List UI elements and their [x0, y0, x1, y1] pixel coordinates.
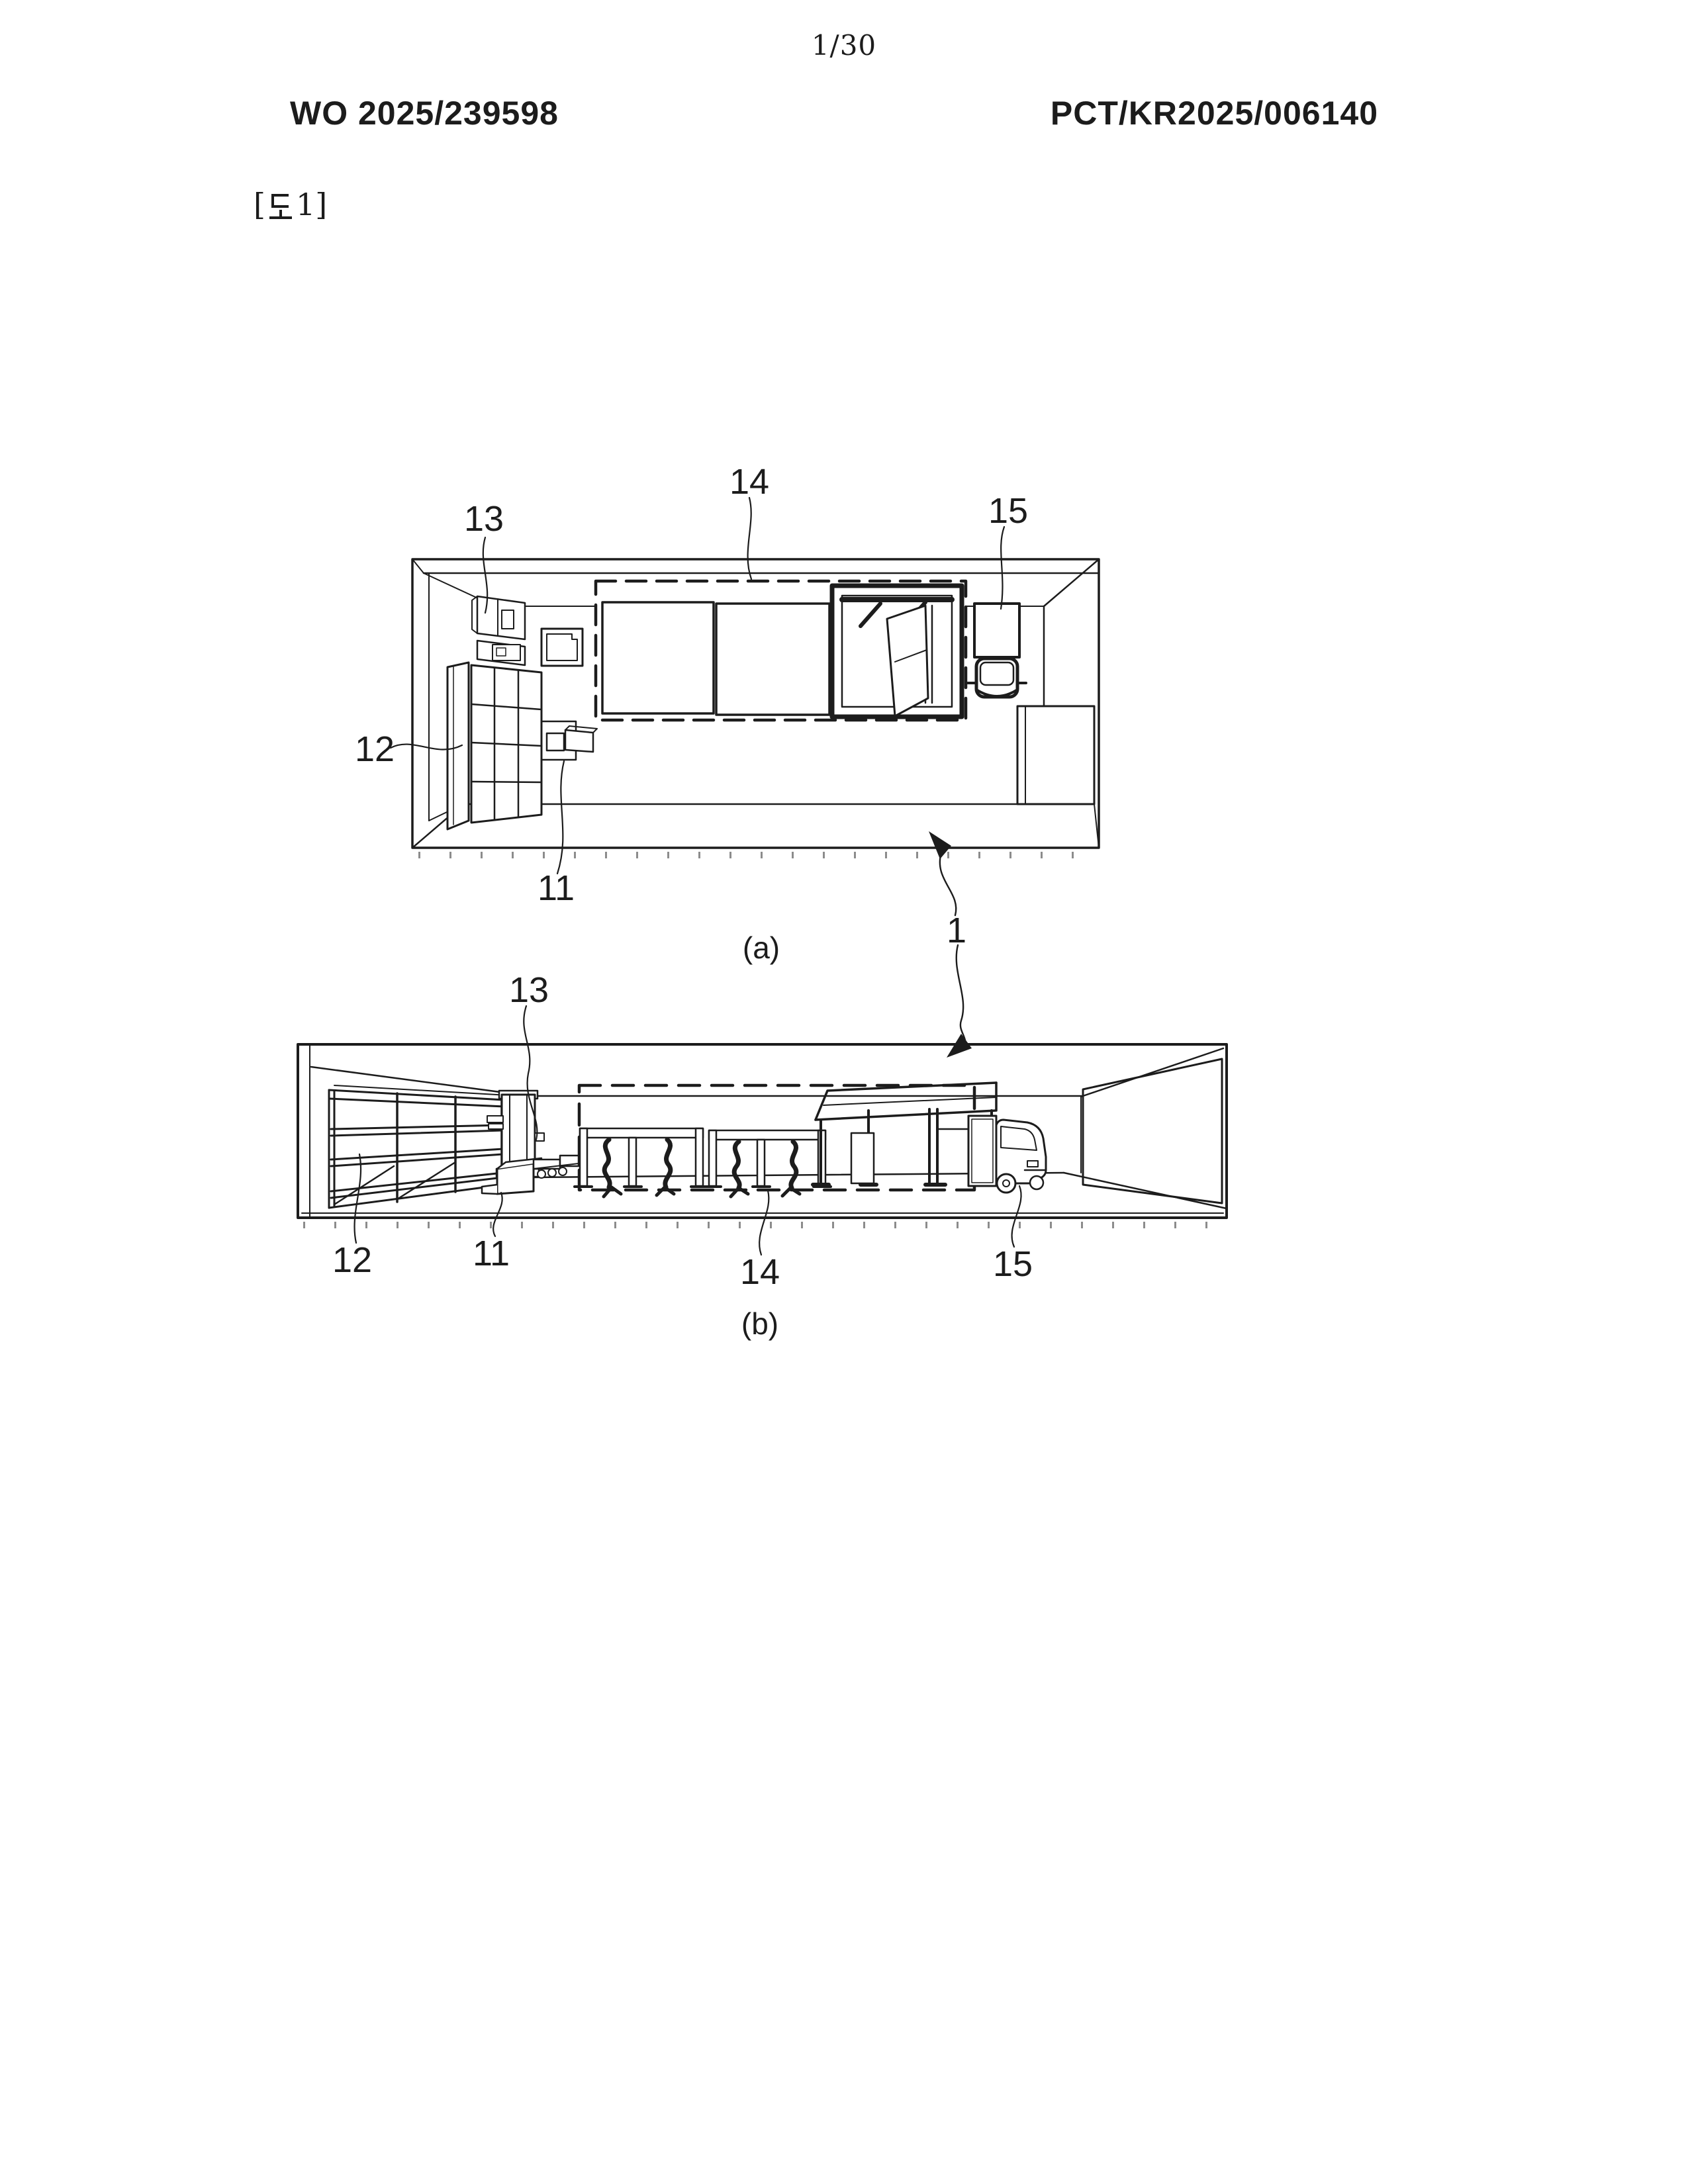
workstation-2-b — [704, 1130, 831, 1197]
callout-12-a: 12 — [354, 729, 395, 769]
agv-cart-a — [541, 721, 597, 760]
callout-13-a: 13 — [463, 499, 504, 539]
page-number: 1/30 — [811, 29, 877, 62]
publication-number: WO 2025/239598 — [290, 95, 559, 132]
workstation-1-b — [575, 1128, 708, 1197]
robot-arm — [604, 1140, 621, 1197]
truck-side-view-b — [968, 1116, 1046, 1193]
processing-machine-a — [832, 586, 962, 717]
callout-14-b: 14 — [739, 1252, 780, 1292]
callout-11-b: 11 — [472, 1234, 510, 1273]
callout-13-b: 13 — [508, 970, 549, 1010]
callout-15-b: 15 — [992, 1244, 1033, 1284]
application-number: PCT/KR2025/006140 — [1050, 95, 1378, 132]
callout-12-b: 12 — [332, 1240, 373, 1280]
robot-arm — [782, 1142, 800, 1196]
corner-closet-a — [1017, 706, 1099, 848]
robot-arm — [731, 1142, 748, 1197]
wall-cabinet-a — [472, 596, 525, 665]
callout-14-a: 14 — [729, 462, 770, 502]
figure-tag-close: 1] — [295, 187, 328, 222]
work-tables-a — [602, 602, 829, 715]
caption-b: (b) — [741, 1306, 779, 1341]
callout-1-system: 1 — [946, 911, 967, 950]
callout-15-a: 15 — [988, 491, 1029, 531]
truck-top-view-a — [968, 604, 1026, 697]
wall-panel-a — [541, 629, 583, 666]
agv-robot-b — [482, 1156, 579, 1194]
caption-a: (a) — [742, 931, 780, 965]
callout-11-a: 11 — [537, 868, 575, 908]
figure-tag-open: [ — [254, 187, 265, 222]
robot-arm — [657, 1140, 674, 1195]
